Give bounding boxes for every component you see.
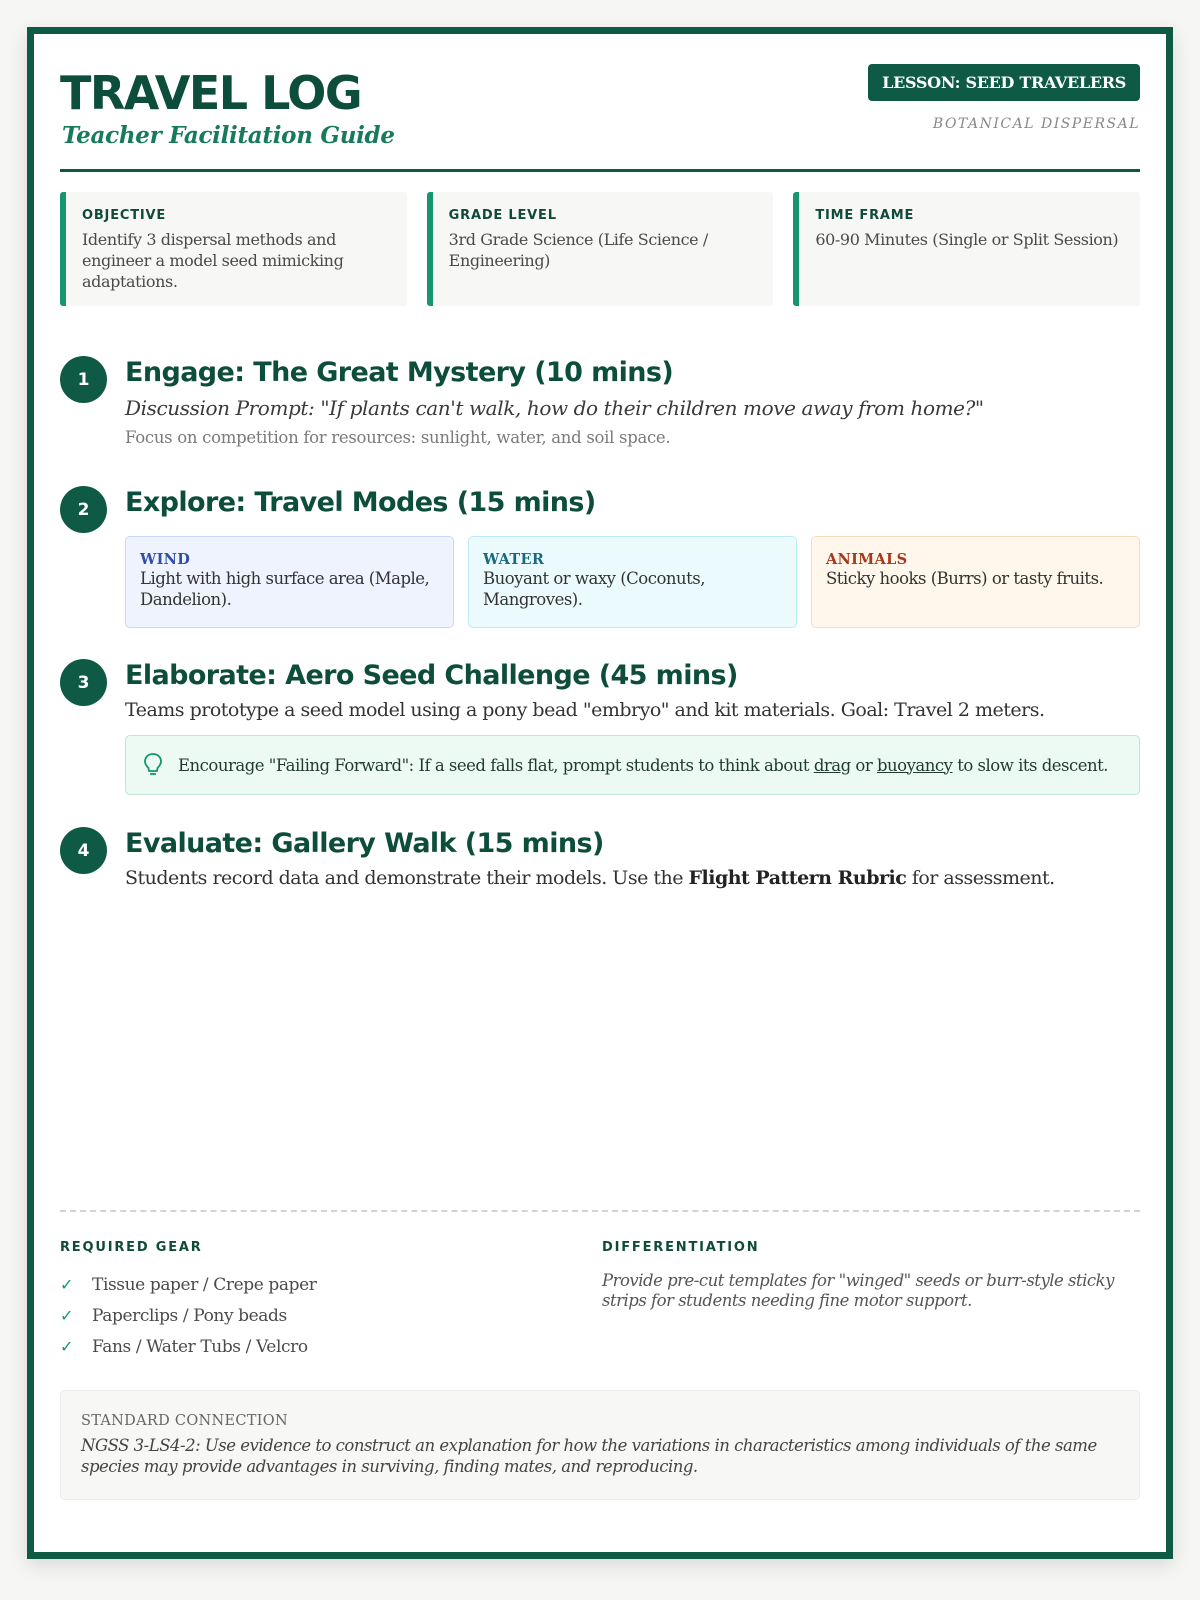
gear-heading: REQUIRED GEAR [60,1240,203,1255]
step-title: Explore: Travel Modes (15 mins) [125,487,596,518]
step-number-badge: 1 [60,356,107,403]
lesson-category: BOTANICAL DISPERSAL [932,116,1140,132]
footer-divider [60,1210,1140,1212]
step-title: Elaborate: Aero Seed Challenge (45 mins) [125,660,738,691]
card-label: OBJECTIVE [82,208,167,223]
step-title: Evaluate: Gallery Walk (15 mins) [125,828,604,859]
mode-label: WATER [483,551,545,568]
page-title: TRAVEL LOG [60,66,362,120]
lightbulb-icon [142,752,164,778]
grade-level-card [427,192,774,306]
mode-text: Buoyant or waxy (Coconuts, Mangroves). [483,569,706,609]
standard-heading: STANDARD CONNECTION [81,1413,288,1429]
step-number-badge: 3 [60,659,107,706]
check-icon: ✓ [60,1306,74,1325]
page-content [60,60,1140,1526]
list-item [60,1300,580,1331]
tip-text [178,756,1108,775]
differentiation-heading: DIFFERENTIATION [602,1240,760,1255]
list-item [60,1331,580,1362]
term-buoyancy: buoyancy [876,755,953,775]
gear-list [60,1269,580,1362]
list-item [60,1269,580,1300]
standard-connection [60,1390,1140,1500]
card-text: 3rd Grade Science (Life Science / Engineering) [448,230,708,270]
card-label: TIME FRAME [815,208,915,223]
desc-end: for assessment. [906,867,1055,889]
discussion-prompt: Discussion Prompt: "If plants can't walk, how do their children move away from home?" [125,396,984,420]
check-icon: ✓ [60,1337,74,1356]
rubric-name: Flight Pattern Rubric [688,867,907,889]
gear-item: Paperclips / Pony beads [92,1305,287,1326]
differentiation-text: Provide pre-cut templates for "winged" seeds or burr-style sticky strips for students needing fine motor support. [602,1271,1114,1310]
focus-note: Focus on competition for resources: sunlight, water, and soil space. [125,428,671,447]
desc-start: Students record data and demonstrate their models. Use the [125,867,689,889]
time-frame-card [793,192,1140,306]
step-description [125,867,1140,889]
step-description: Teams prototype a seed model using a pony bead "embryo" and kit materials. Goal: Travel 2 meters. [125,699,1045,721]
tip-text-end: to slow its descent. [952,755,1108,775]
mode-card-wind [125,536,454,628]
step-number-badge: 4 [60,827,107,874]
lesson-badge: LESSON: SEED TRAVELERS [868,64,1140,101]
objective-card [60,192,407,306]
step-number-badge: 2 [60,486,107,533]
mode-card-animals [811,536,1140,628]
guide-page [27,27,1173,1559]
gear-item: Fans / Water Tubs / Velcro [92,1336,308,1357]
term-drag: drag [813,755,851,775]
step-title: Engage: The Great Mystery (10 mins) [125,357,674,388]
header [60,60,1140,172]
check-icon: ✓ [60,1275,74,1294]
mode-card-water [468,536,797,628]
travel-modes [125,536,1140,628]
mode-label: ANIMALS [826,551,908,568]
facilitation-tip [125,735,1140,795]
required-gear [60,1240,580,1362]
tip-text-start: Encourage "Failing Forward": If a seed falls flat, prompt students to think about [178,755,814,775]
mode-label: WIND [140,551,191,568]
tip-text-mid: or [850,755,877,775]
card-text: Identify 3 dispersal methods and engineer a model seed mimicking adaptations. [82,230,344,291]
differentiation [602,1240,1140,1311]
card-text: 60-90 Minutes (Single or Split Session) [815,230,1119,249]
mode-text: Sticky hooks (Burrs) or tasty fruits. [826,569,1104,588]
standard-text: NGSS 3-LS4-2: Use evidence to construct an explanation for how the variations in characteristics among individuals of the same species may provide advantages in surviving, finding mates, and reproducing. [81,1436,1097,1476]
gear-item: Tissue paper / Crepe paper [92,1274,317,1295]
card-label: GRADE LEVEL [448,208,557,223]
mode-text: Light with high surface area (Maple, Dandelion). [140,569,430,609]
info-cards [60,192,1140,306]
page-subtitle: Teacher Facilitation Guide [62,122,395,149]
